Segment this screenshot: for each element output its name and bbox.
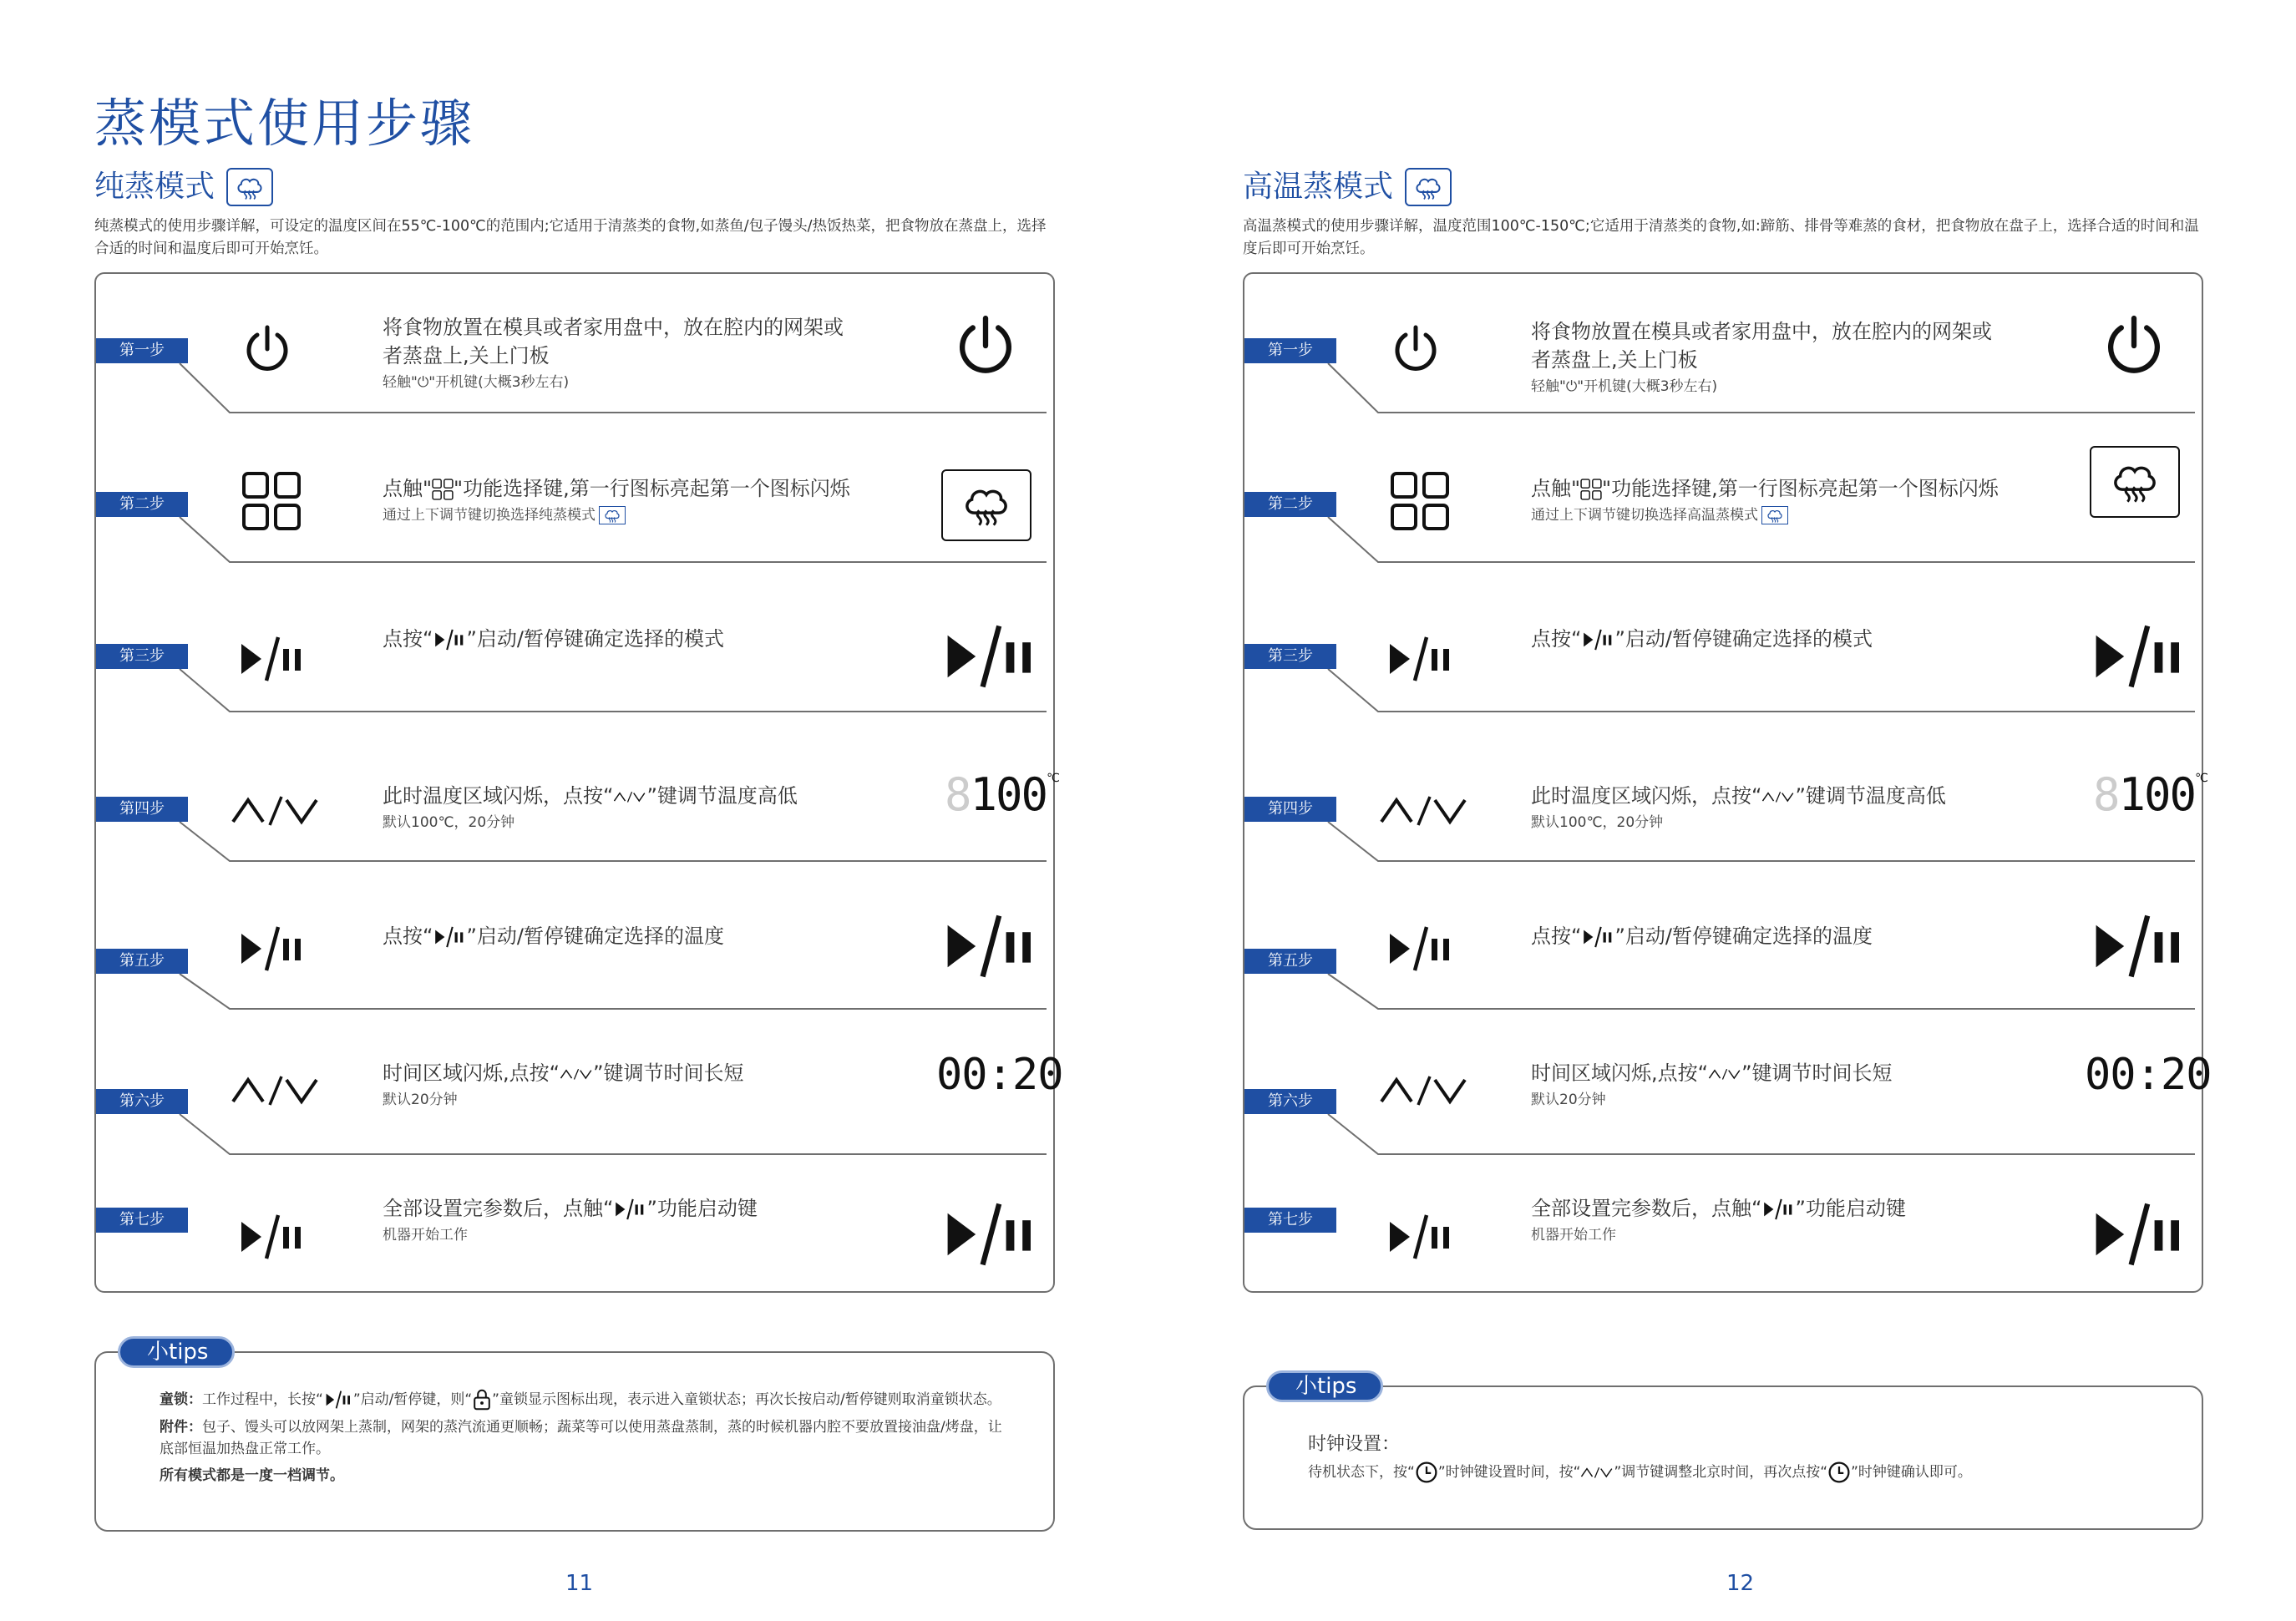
step-sub-text: 机器开始工作 xyxy=(1531,1227,1616,1244)
up-down-icon xyxy=(1378,1073,1470,1107)
step-7-text xyxy=(383,1194,900,1246)
time-display: 00:20 xyxy=(936,1050,1063,1100)
temperature-display xyxy=(2093,768,2207,821)
text-part: ”键调节温度高低 xyxy=(1795,784,1946,808)
text-part: 包子、馒头可以放网架上蒸制，网架的蒸汽流通更顺畅；蔬菜等可以使用蒸盘蒸制，蒸的时候机器内腔不要放置接油盘/烤盘，让底部恒温加热盘正常工作。 xyxy=(160,1419,1002,1457)
text-part: 工作过程中，长按“ xyxy=(202,1391,323,1408)
play-pause-icon xyxy=(943,911,1036,981)
up-down-icon xyxy=(1378,793,1470,827)
step-main-text xyxy=(383,474,900,503)
step-4-text xyxy=(383,782,900,833)
steam-icon xyxy=(2111,459,2159,503)
display-unit: ℃ xyxy=(1047,772,1058,785)
play-pause-icon xyxy=(613,1198,646,1221)
play-pause-icon xyxy=(943,1199,1036,1269)
steam-icon xyxy=(1405,168,1452,206)
step-main-text xyxy=(383,782,900,810)
step-sub-text: 机器开始工作 xyxy=(383,1227,468,1244)
section-title-text: 纯蒸模式 xyxy=(94,170,215,204)
tips-tag: 小tips xyxy=(1266,1370,1383,1402)
lock-icon xyxy=(472,1388,492,1411)
tip-label: 附件： xyxy=(160,1419,202,1436)
text-part: ”功能启动键 xyxy=(1795,1197,1906,1220)
up-down-icon xyxy=(230,1073,322,1107)
text-part: 点按“ xyxy=(383,627,433,651)
step-tab: 第二步 xyxy=(1244,492,1336,517)
play-pause-icon xyxy=(2091,621,2185,691)
function-grid-icon xyxy=(241,471,302,531)
text-part: 时间区域闪烁,点按“ xyxy=(1531,1061,1709,1085)
steps-panel xyxy=(1243,272,2212,1293)
display-value: 100 xyxy=(2118,768,2196,821)
tips-tag: 小tips xyxy=(118,1336,235,1368)
play-pause-icon xyxy=(2091,911,2185,981)
text-part: 全部设置完参数后，点触“ xyxy=(383,1197,614,1220)
time-display: 00:20 xyxy=(2085,1050,2212,1100)
text-part: ”童锁显示图标出现，表示进入童锁状态；再次长按启动/暂停键则取消童锁状态。 xyxy=(492,1391,1001,1408)
step-tab: 第二步 xyxy=(96,492,188,517)
step-tab: 第一步 xyxy=(1244,338,1336,363)
temperature-display xyxy=(945,768,1058,821)
step-tab: 第七步 xyxy=(1244,1208,1336,1233)
text-part: ”启动/暂停键确定选择的模式 xyxy=(1614,627,1873,651)
power-icon xyxy=(954,314,1017,377)
text-part: 点触" xyxy=(1531,477,1581,500)
text-part: "功能选择键,第一行图标亮起第一个图标闪烁 xyxy=(454,477,850,500)
text-part: ”键调节温度高低 xyxy=(646,784,798,808)
text-part: 通过上下调节键切换选择高温蒸模式 xyxy=(1531,507,1758,524)
function-grid-icon xyxy=(1580,479,1602,500)
up-down-icon xyxy=(1580,1465,1614,1480)
text-part: 点按“ xyxy=(383,924,433,948)
step-tab: 第三步 xyxy=(96,644,188,669)
text-part: ”功能启动键 xyxy=(646,1197,758,1220)
step-sub-text xyxy=(1531,504,2049,526)
steam-icon xyxy=(962,483,1011,526)
step-main-text xyxy=(383,1194,900,1223)
play-pause-icon xyxy=(943,621,1036,691)
step-sub-text xyxy=(383,504,900,526)
steam-icon xyxy=(1761,506,1788,524)
text-part: "功能选择键,第一行图标亮起第一个图标闪烁 xyxy=(1602,477,1999,500)
steam-mode-display xyxy=(941,469,1031,541)
text-part: ”启动/暂停键确定选择的温度 xyxy=(1614,924,1873,948)
tips-child-lock xyxy=(160,1388,1011,1411)
text-part: ”键调节时间长短 xyxy=(1741,1061,1893,1085)
step-tab: 第四步 xyxy=(1244,797,1336,822)
step-6-text xyxy=(1531,1059,2049,1111)
tip-label: 童锁： xyxy=(160,1391,202,1408)
up-down-icon xyxy=(613,788,646,805)
text-part: ”启动/暂停键确定选择的温度 xyxy=(466,924,724,948)
tip-note: 所有模式都是一度一档调节。 xyxy=(160,1467,344,1484)
play-pause-icon xyxy=(433,628,466,651)
page-number: 11 xyxy=(565,1571,594,1596)
steam-icon xyxy=(226,168,273,206)
display-value: 100 xyxy=(970,768,1047,821)
text-part: 全部设置完参数后，点触“ xyxy=(1531,1197,1762,1220)
display-ghost-digit: 8 xyxy=(945,768,971,821)
play-pause-icon xyxy=(323,1390,353,1410)
up-down-icon xyxy=(560,1066,593,1082)
up-down-icon xyxy=(1708,1066,1741,1082)
play-pause-icon xyxy=(433,925,466,949)
step-tab: 第六步 xyxy=(1244,1089,1336,1114)
power-icon xyxy=(1391,324,1441,374)
step-1-text xyxy=(383,313,900,393)
step-5-text xyxy=(1531,922,2049,950)
tips-accessory xyxy=(160,1416,1011,1460)
tips-note xyxy=(160,1465,1011,1487)
tips-panel xyxy=(94,1340,1055,1532)
step-6-text xyxy=(383,1059,900,1111)
step-tab: 第四步 xyxy=(96,797,188,822)
text-part: 点按“ xyxy=(1531,924,1582,948)
step-3-text xyxy=(383,625,900,653)
play-pause-icon xyxy=(1581,628,1614,651)
step-sub-text: 默认20分钟 xyxy=(383,1092,458,1108)
power-icon xyxy=(242,324,292,374)
step-tab: 第三步 xyxy=(1244,644,1336,669)
steps-panel xyxy=(94,272,1063,1293)
step-main-text xyxy=(383,1059,900,1087)
step-tab: 第六步 xyxy=(96,1089,188,1114)
up-down-icon xyxy=(1761,788,1795,805)
play-pause-icon xyxy=(1761,1198,1795,1221)
function-grid-icon xyxy=(1390,471,1450,531)
text-part: 待机状态下，按“ xyxy=(1308,1464,1415,1481)
text-part: 点按“ xyxy=(1531,627,1582,651)
text-part: ”时钟键设置时间，按“ xyxy=(1437,1464,1581,1481)
steam-icon xyxy=(599,506,626,524)
section-title-high-temp-steam xyxy=(1243,167,1452,207)
section-description: 纯蒸模式的使用步骤详解，可设定的温度区间在55℃-100℃的范围内;它适用于清蒸类的食物,如蒸鱼/包子馒头/热饭热菜，把食物放在蒸盘上，选择合适的时间和温度后即可开始烹饪。 xyxy=(94,218,1047,257)
play-pause-icon xyxy=(238,1212,305,1262)
display-unit: ℃ xyxy=(2195,772,2207,785)
step-main-text xyxy=(1531,1194,2049,1223)
play-pause-icon xyxy=(2091,1199,2185,1269)
step-sub-text: 默认20分钟 xyxy=(1531,1092,1606,1108)
step-sub-text: 默认100℃，20分钟 xyxy=(383,814,515,831)
steam-mode-display xyxy=(2090,446,2180,518)
step-7-text xyxy=(1531,1194,2049,1246)
text-part: 点触" xyxy=(383,477,433,500)
step-1-text xyxy=(1531,317,2049,398)
play-pause-icon xyxy=(1386,634,1453,684)
section-title-text: 高温蒸模式 xyxy=(1243,170,1394,204)
tips-panel xyxy=(1243,1374,2203,1530)
text-part: 时间区域闪烁,点按“ xyxy=(383,1061,560,1085)
text-part: ”启动/暂停键确定选择的模式 xyxy=(466,627,724,651)
step-main-text xyxy=(1531,625,2049,653)
step-main-text: 将食物放置在模具或者家用盘中，放在腔内的网架或者蒸盘上,关上门板 xyxy=(1531,320,1992,372)
text-part: ”启动/暂停键，则“ xyxy=(352,1391,473,1408)
clock-setting-title: 时钟设置： xyxy=(1308,1434,1401,1455)
step-tab: 第五步 xyxy=(1244,949,1336,974)
step-3-text xyxy=(1531,625,2049,653)
step-tab: 第七步 xyxy=(96,1208,188,1233)
up-down-icon xyxy=(230,793,322,827)
step-tab: 第五步 xyxy=(96,949,188,974)
tips-body xyxy=(160,1388,1011,1492)
clock-icon xyxy=(1415,1461,1438,1484)
play-pause-icon xyxy=(1386,924,1453,974)
clock-icon xyxy=(1827,1461,1851,1484)
clock-setting-text xyxy=(1308,1461,2160,1484)
function-grid-icon xyxy=(432,479,454,500)
step-4-text xyxy=(1531,782,2049,833)
text-part: ”时钟键确认即可。 xyxy=(1851,1464,1972,1481)
play-pause-icon xyxy=(238,634,305,684)
tips-body xyxy=(1308,1432,2160,1484)
play-pause-icon xyxy=(238,924,305,974)
step-main-text xyxy=(383,625,900,653)
step-tab: 第一步 xyxy=(96,338,188,363)
step-main-text xyxy=(1531,922,2049,950)
page-right xyxy=(1148,0,2296,1621)
step-2-text xyxy=(1531,474,2049,526)
step-2-text xyxy=(383,474,900,526)
play-pause-icon xyxy=(1581,925,1614,949)
step-main-text xyxy=(1531,474,2049,503)
text-part: 此时温度区域闪烁，点按“ xyxy=(383,784,614,808)
step-sub-text: 默认100℃，20分钟 xyxy=(1531,814,1664,831)
text-part: ”键调节时间长短 xyxy=(593,1061,744,1085)
text-part: 此时温度区域闪烁，点按“ xyxy=(1531,784,1762,808)
step-main-text xyxy=(383,922,900,950)
power-icon xyxy=(2102,314,2166,377)
step-main-text: 将食物放置在模具或者家用盘中，放在腔内的网架或者蒸盘上,关上门板 xyxy=(383,316,844,367)
step-main-text xyxy=(1531,782,2049,810)
page-number: 12 xyxy=(1726,1571,1755,1596)
section-title-pure-steam xyxy=(94,167,273,207)
display-ghost-digit: 8 xyxy=(2093,768,2119,821)
step-main-text xyxy=(1531,1059,2049,1087)
text-part: 通过上下调节键切换选择纯蒸模式 xyxy=(383,507,596,524)
section-description: 高温蒸模式的使用步骤详解，温度范围100℃-150℃;它适用于清蒸类的食物,如:蹄筋、排骨等难蒸的食材，把食物放在盘子上，选择合适的时间和温度后即可开始烹饪。 xyxy=(1243,218,2199,257)
step-5-text xyxy=(383,922,900,950)
play-pause-icon xyxy=(1386,1212,1453,1262)
main-title: 蒸模式使用步骤 xyxy=(94,93,475,154)
step-sub-text: 轻触"⏻"开机键(大概3秒左右) xyxy=(1531,378,1718,395)
step-sub-text: 轻触"⏻"开机键(大概3秒左右) xyxy=(383,374,570,391)
text-part: ”调节键调整北京时间，再次点按“ xyxy=(1614,1464,1828,1481)
